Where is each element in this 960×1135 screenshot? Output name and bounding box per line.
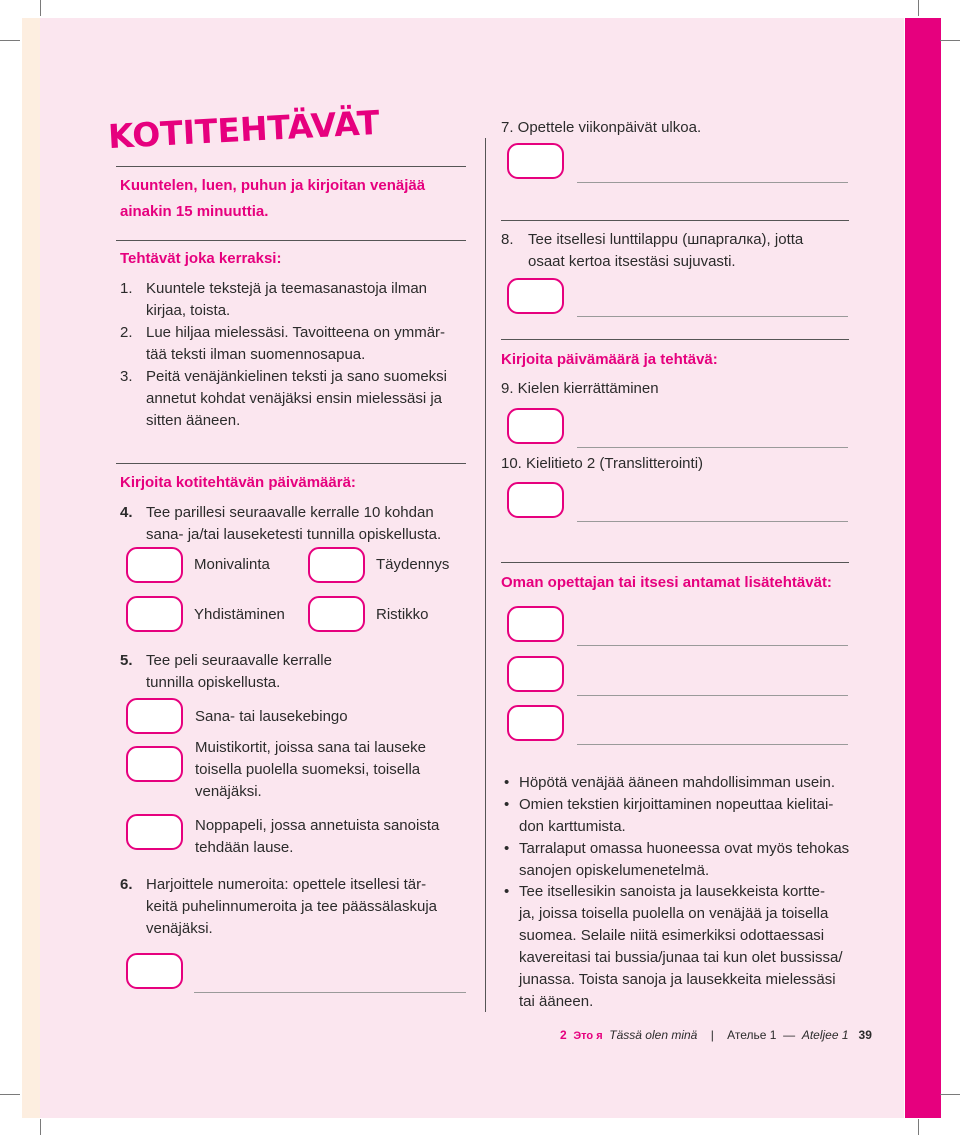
book-title-fi: Ateljee 1 [801,1028,849,1042]
item-3-line-2: annetut kohdat venäjäksi ensin mielessäsi ja [146,390,443,407]
item-2-line-2: tää teksti ilman suomennosapua. [146,346,366,363]
column-divider [485,138,486,1012]
game-option-3-line-1: Noppapeli, jossa annetuista sanoista [195,817,440,834]
divider [501,220,849,221]
tip-3-line-2: sanojen opiskelumenetelmä. [519,862,710,879]
item-1-line-2: kirjaa, toista. [146,302,231,319]
crop-mark [40,1119,41,1135]
tip-3-line-1: • Tarralaput omassa huoneessa ovat myös tehokas [519,838,849,860]
page-accent-bar [905,18,941,1118]
item-3-line-1: Peitä venäjänkielinen teksti ja sano suomeksi [146,368,448,385]
extra-tasks-heading: Oman opettajan tai itsesi antamat lisätehtävät: [501,574,832,591]
divider [501,339,849,340]
checkbox-extra-1[interactable] [507,606,564,642]
item-7: 7. Opettele viikonpäivät ulkoa. [501,119,702,136]
intro-line-2: ainakin 15 minuuttia. [120,203,269,220]
tip-4-line-6: tai ääneen. [519,993,594,1010]
tip-4-line-2: ja, joissa toisella puolella on venäjää ja toisella [519,905,829,922]
tip-4-line-4: kavereitasi tai bussia/junaa tai kun olet bussissa/ [519,949,843,966]
checkbox-yhdistaminen[interactable] [126,596,183,632]
game-option-3-line-2: tehdään lause. [195,839,294,856]
checkbox-bingo[interactable] [126,698,183,734]
page-title: KOTITEHTÄVÄT [107,102,381,157]
item-6-line-1: Harjoittele numeroita: opettele itsellesi tär- [146,876,427,893]
game-option-2-line-3: venäjäksi. [195,783,262,800]
tip-4-line-3: suomea. Selaile niitä esimerkiksi odottaessasi [519,927,825,944]
write-line[interactable] [577,695,848,696]
item-number: 5. [120,652,133,669]
crop-mark [940,1094,960,1095]
crop-mark [40,0,41,16]
write-line[interactable] [577,521,848,522]
divider [501,562,849,563]
option-label: Yhdistäminen [194,606,285,623]
tip-4-line-1: • Tee itsellesikin sanoista ja lausekkeista kortte- [519,881,825,903]
crop-mark [918,0,919,16]
item-number: 3. [120,368,133,385]
checkbox-numbers[interactable] [126,953,183,989]
item-number: 2. [120,324,133,341]
item-1-line-1: Kuuntele tekstejä ja teemasanastoja ilman [146,280,428,297]
option-label: Ristikko [376,606,429,623]
date-task-heading: Kirjoita päivämäärä ja tehtävä: [501,351,718,368]
checkbox-item-8[interactable] [507,278,564,314]
intro-line-1: Kuuntelen, luen, puhun ja kirjoitan venäjää [120,177,426,194]
footer-dash: — [783,1028,796,1042]
checkbox-taydennys[interactable] [308,547,365,583]
item-number: 4. [120,504,133,521]
crop-mark [0,40,20,41]
every-time-heading: Tehtävät joka kerraksi: [120,250,282,267]
item-6-line-3: venäjäksi. [146,920,213,937]
item-4-line-1: Tee parillesi seuraavalle kerralle 10 kohdan [146,504,434,521]
write-line[interactable] [577,645,848,646]
item-3-line-3: sitten ääneen. [146,412,241,429]
item-6-line-2: keitä puhelinnumeroita ja tee päässälaskuja [146,898,438,915]
tip-2-line-1: • Omien tekstien kirjoittaminen nopeuttaa kielitai- [519,794,833,816]
item-5-line-2: tunnilla opiskellusta. [146,674,281,691]
game-option-2-line-1: Muistikortit, joissa sana tai lauseke [195,739,426,756]
item-number: 8. [501,231,514,248]
write-line[interactable] [194,992,466,993]
page-number: 39 [858,1028,872,1042]
chapter-number: 2 [560,1028,567,1042]
divider [116,240,466,241]
checkbox-item-10[interactable] [507,482,564,518]
tip-4-line-5: junassa. Toista sanoja ja lausekkeita mielessäsi [519,971,836,988]
divider [116,166,466,167]
write-line[interactable] [577,316,848,317]
chapter-title-fi: Tässä olen minä [609,1028,698,1042]
item-8-line-1: Tee itsellesi lunttilappu (шпаргалка), jotta [528,231,804,248]
crop-mark [940,40,960,41]
checkbox-ristikko[interactable] [308,596,365,632]
item-9: 9. Kielen kierrättäminen [501,380,659,397]
chapter-title-ru: Это я [573,1030,603,1042]
footer-separator: | [710,1028,714,1042]
date-heading: Kirjoita kotitehtävän päivämäärä: [120,474,356,491]
item-5-line-1: Tee peli seuraavalle kerralle [146,652,332,669]
write-line[interactable] [577,744,848,745]
item-2-line-1: Lue hiljaa mielessäsi. Tavoitteena on ymmär- [146,324,446,341]
item-8-line-2: osaat kertoa itsestäsi sujuvasti. [528,253,736,270]
page-edge-strip [22,18,40,1118]
tip-2-line-2: don karttumista. [519,818,626,835]
item-number: 1. [120,280,133,297]
crop-mark [918,1119,919,1135]
game-option-1: Sana- tai lausekebingo [195,708,348,725]
checkbox-monivalinta[interactable] [126,547,183,583]
tip-1-line-1: • Höpötä venäjää ääneen mahdollisimman usein. [519,772,835,794]
item-number: 6. [120,876,133,893]
checkbox-dice-game[interactable] [126,814,183,850]
checkbox-item-9[interactable] [507,408,564,444]
checkbox-memory-cards[interactable] [126,746,183,782]
item-10: 10. Kielitieto 2 (Translitterointi) [501,455,704,472]
checkbox-extra-3[interactable] [507,705,564,741]
divider [116,463,466,464]
checkbox-extra-2[interactable] [507,656,564,692]
item-4-line-2: sana- ja/tai lauseketesti tunnilla opiskellusta. [146,526,442,543]
book-title-ru: Ателье 1 [727,1028,777,1042]
crop-mark [0,1094,20,1095]
game-option-2-line-2: toisella puolella suomeksi, toisella [195,761,421,778]
checkbox-item-7[interactable] [507,143,564,179]
option-label: Monivalinta [194,556,270,573]
write-line[interactable] [577,182,848,183]
page-footer [560,1028,872,1042]
write-line[interactable] [577,447,848,448]
option-label: Täydennys [376,556,450,573]
